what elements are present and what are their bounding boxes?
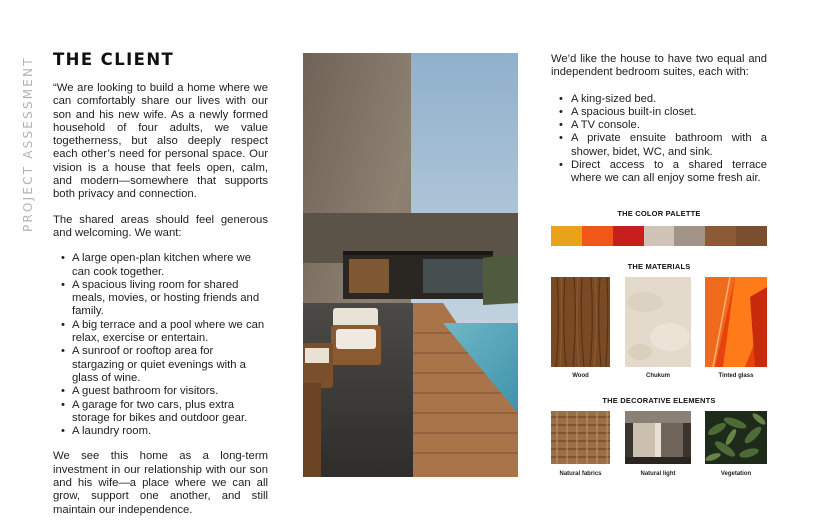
client-title: THE CLIENT (53, 50, 175, 69)
list-item: • A private ensuite bathroom with a shower, bidet, WC, and sink. (551, 132, 767, 158)
material-caption-tinted-glass: Tinted glass (718, 373, 754, 379)
list-item: • A large open-plan kitchen where we can cook together. (53, 252, 268, 279)
palette-swatch (644, 226, 675, 246)
house-terrace-photo (303, 53, 518, 477)
decor-caption-natural-light: Natural light (640, 471, 676, 477)
client-section (53, 50, 268, 517)
list-item: • A TV console. (551, 119, 767, 132)
color-palette (551, 226, 767, 246)
palette-swatch (582, 226, 613, 246)
list-item: • A garage for two cars, plus extra storage for bikes and outdoor gear. (53, 399, 268, 426)
list-item: • Direct access to a shared terrace where we can all enjoy some fresh air. (551, 159, 767, 185)
palette-swatch (551, 226, 582, 246)
list-item: • A big terrace and a pool where we can relax, exercise or entertain. (53, 319, 268, 346)
project-assessment-label: PROJECT ASSESSMENT (21, 56, 35, 232)
materials-title: THE MATERIALS (627, 262, 691, 271)
client-intro: “We are looking to build a home where we can comfortably share our lives with our son and his new wife. As a newly formed household of four adults, we value togetherness, but also deeply respect each other’s need for personal space. Our vision is a house that feels open, calm, and modern—somewhere that supports both privacy and connection. (53, 82, 268, 201)
palette-swatch (613, 226, 644, 246)
list-item: • A sunroof or rooftop area for stargazing or quiet evenings with a glass of wine. (53, 345, 268, 385)
decorative-elements-title: THE DECORATIVE ELEMENTS (602, 396, 716, 405)
chukum-material-image (625, 277, 691, 367)
bedroom-features-list (551, 93, 767, 185)
list-item: • A guest bathroom for visitors. (53, 385, 268, 398)
list-item: • A spacious built-in closet. (551, 106, 767, 119)
tinted-glass-material-image (705, 277, 767, 367)
list-item: • A laundry room. (53, 425, 268, 438)
palette-swatch (674, 226, 705, 246)
material-caption-chukum: Chukum (646, 373, 670, 379)
natural-fabrics-image (551, 411, 610, 464)
natural-light-image (625, 411, 691, 464)
palette-swatch (736, 226, 767, 246)
decor-caption-natural-fabrics: Natural fabrics (559, 471, 602, 477)
color-palette-title: THE COLOR PALETTE (617, 209, 701, 218)
palette-swatch (705, 226, 736, 246)
vegetation-image (705, 411, 767, 464)
material-caption-wood: Wood (572, 373, 589, 379)
bedrooms-intro: We’d like the house to have two equal and independent bedroom suites, each with: (551, 53, 767, 79)
client-closing: We see this home as a long-term investment in our relationship with our son and his wife—a place where we can all grow, support one another, and still maintain our independence. (53, 450, 268, 516)
decor-caption-vegetation: Vegetation (720, 471, 752, 477)
list-item: • A spacious living room for shared meals, movies, or hosting friends and family. (53, 279, 268, 319)
wood-material-image (551, 277, 610, 367)
shared-areas-intro: The shared areas should feel generous and welcoming. We want: (53, 213, 268, 239)
shared-areas-list (53, 252, 268, 438)
bedrooms-section (551, 53, 767, 185)
list-item: • A king-sized bed. (551, 93, 767, 106)
